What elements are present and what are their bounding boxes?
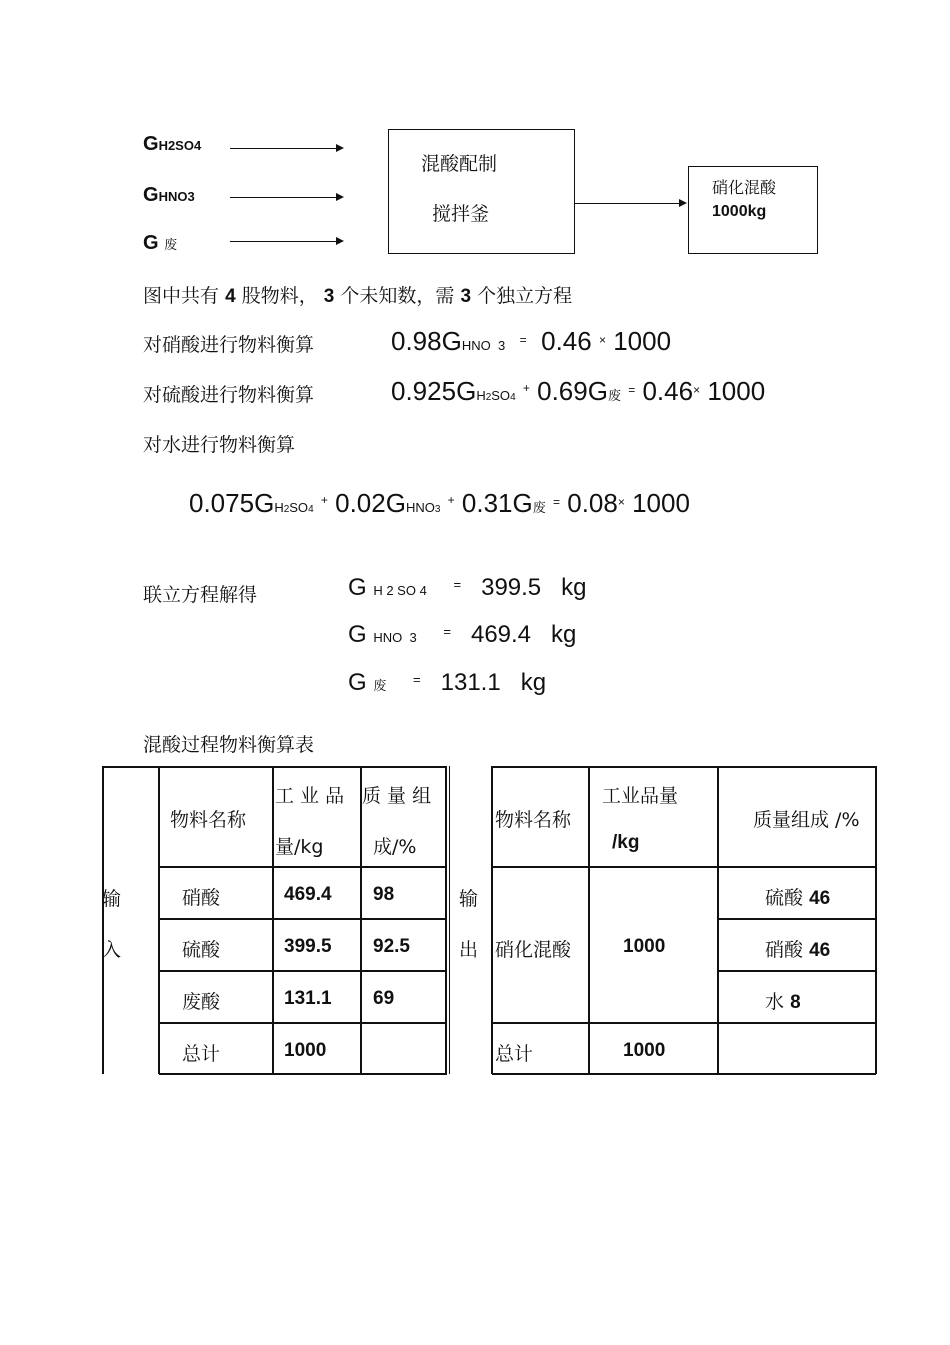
input-row-comp: 92.5 (373, 936, 410, 957)
table-rule (445, 766, 447, 1074)
header-qty-1: 工 业 品 (275, 785, 345, 807)
input-label-hno3: GHNO3 (143, 184, 195, 206)
table-rule (875, 766, 877, 1074)
output-side-label-2: 出 (459, 939, 479, 961)
header-out-qty-2: /kg (612, 832, 640, 853)
mixer-box (388, 129, 575, 254)
header-out-comp: 质量组成 /% (753, 809, 860, 831)
output-side-label-1: 输 (459, 888, 479, 910)
table-rule (158, 766, 160, 1074)
table-rule (159, 1073, 447, 1075)
output-component: 硫酸 46 (765, 887, 831, 909)
table-rule (360, 766, 362, 1074)
input-row-name: 硫酸 (182, 939, 221, 961)
input-side-label-1: 输 (102, 888, 122, 910)
water-balance-label: 对水进行物料衡算 (143, 434, 296, 456)
input-total-label: 总计 (182, 1043, 221, 1065)
header-out-name: 物料名称 (495, 809, 572, 831)
table-rule (717, 766, 719, 1074)
header-comp-1: 质 量 组 (362, 785, 432, 807)
header-comp-2: 成/% (373, 836, 417, 858)
arrow-hno3 (230, 197, 342, 198)
table-rule (492, 766, 876, 768)
input-row-qty: 399.5 (284, 936, 332, 957)
table-rule (492, 866, 876, 868)
nitric-balance-label: 对硝酸进行物料衡算 (143, 334, 315, 356)
input-row-qty: 469.4 (284, 884, 332, 905)
arrow-h2so4 (230, 148, 342, 149)
table-rule (492, 1022, 876, 1024)
table-rule (159, 866, 447, 868)
input-row-qty: 131.1 (284, 988, 332, 1009)
output-component: 水 8 (765, 991, 801, 1013)
table-rule (159, 1022, 447, 1024)
solution-row-waste: G 废 = 131.1 kg (348, 669, 547, 696)
input-side-label-2: 入 (102, 939, 122, 961)
arrow-waste (230, 241, 342, 242)
input-row-comp: 69 (373, 988, 395, 1009)
output-total-label: 总计 (495, 1043, 534, 1065)
input-row-name: 废酸 (182, 991, 221, 1013)
header-name: 物料名称 (170, 809, 247, 831)
output-label-2: 1000kg (712, 203, 767, 220)
nitric-balance-equation: 0.98GHNO 3 = 0.46 × 1000 (391, 326, 672, 356)
output-component: 硝酸 46 (765, 939, 831, 961)
input-label-h2so4: GH2SO4 (143, 133, 202, 155)
table-rule (159, 970, 447, 972)
solution-row-hno3: G HNO 3 = 469.4 kg (348, 621, 577, 648)
table-rule (449, 766, 450, 1074)
table-rule (102, 766, 447, 768)
mixer-label-2: 搅拌釜 (432, 203, 490, 225)
input-row-comp: 98 (373, 884, 395, 905)
table-title: 混酸过程物料衡算表 (143, 734, 315, 756)
solution-label: 联立方程解得 (143, 584, 258, 606)
output-name: 硝化混酸 (495, 939, 572, 961)
table-rule (102, 766, 104, 1074)
table-rule (718, 970, 876, 972)
mixer-label-1: 混酸配制 (421, 153, 498, 175)
output-total-qty: 1000 (623, 1040, 666, 1061)
table-rule (718, 918, 876, 920)
table-rule (492, 1073, 876, 1075)
table-rule (272, 766, 274, 1074)
input-label-waste: G 废 (143, 232, 178, 254)
input-total-qty: 1000 (284, 1040, 327, 1061)
output-label-1: 硝化混酸 (712, 178, 777, 197)
sulfuric-balance-equation: 0.925GH2SO4 + 0.69G废 = 0.46× 1000 (391, 376, 766, 406)
table-rule (159, 918, 447, 920)
output-qty: 1000 (623, 936, 666, 957)
water-balance-equation: 0.075GH2SO4 + 0.02GHNO3 + 0.31G废 = 0.08× 1000 (189, 488, 690, 518)
arrow-output (575, 203, 685, 204)
input-row-name: 硝酸 (182, 887, 221, 909)
solution-row-h2so4: G H 2 SO 4 = 399.5 kg (348, 574, 587, 601)
sulfuric-balance-label: 对硫酸进行物料衡算 (143, 384, 315, 406)
header-qty-2: 量/kg (275, 836, 324, 858)
summary-line: 图中共有 4 股物料， 3 个未知数，需 3 个独立方程 (143, 285, 573, 307)
header-out-qty-1: 工业品量 (602, 785, 679, 807)
table-rule (588, 766, 590, 1074)
table-rule (491, 766, 493, 1074)
